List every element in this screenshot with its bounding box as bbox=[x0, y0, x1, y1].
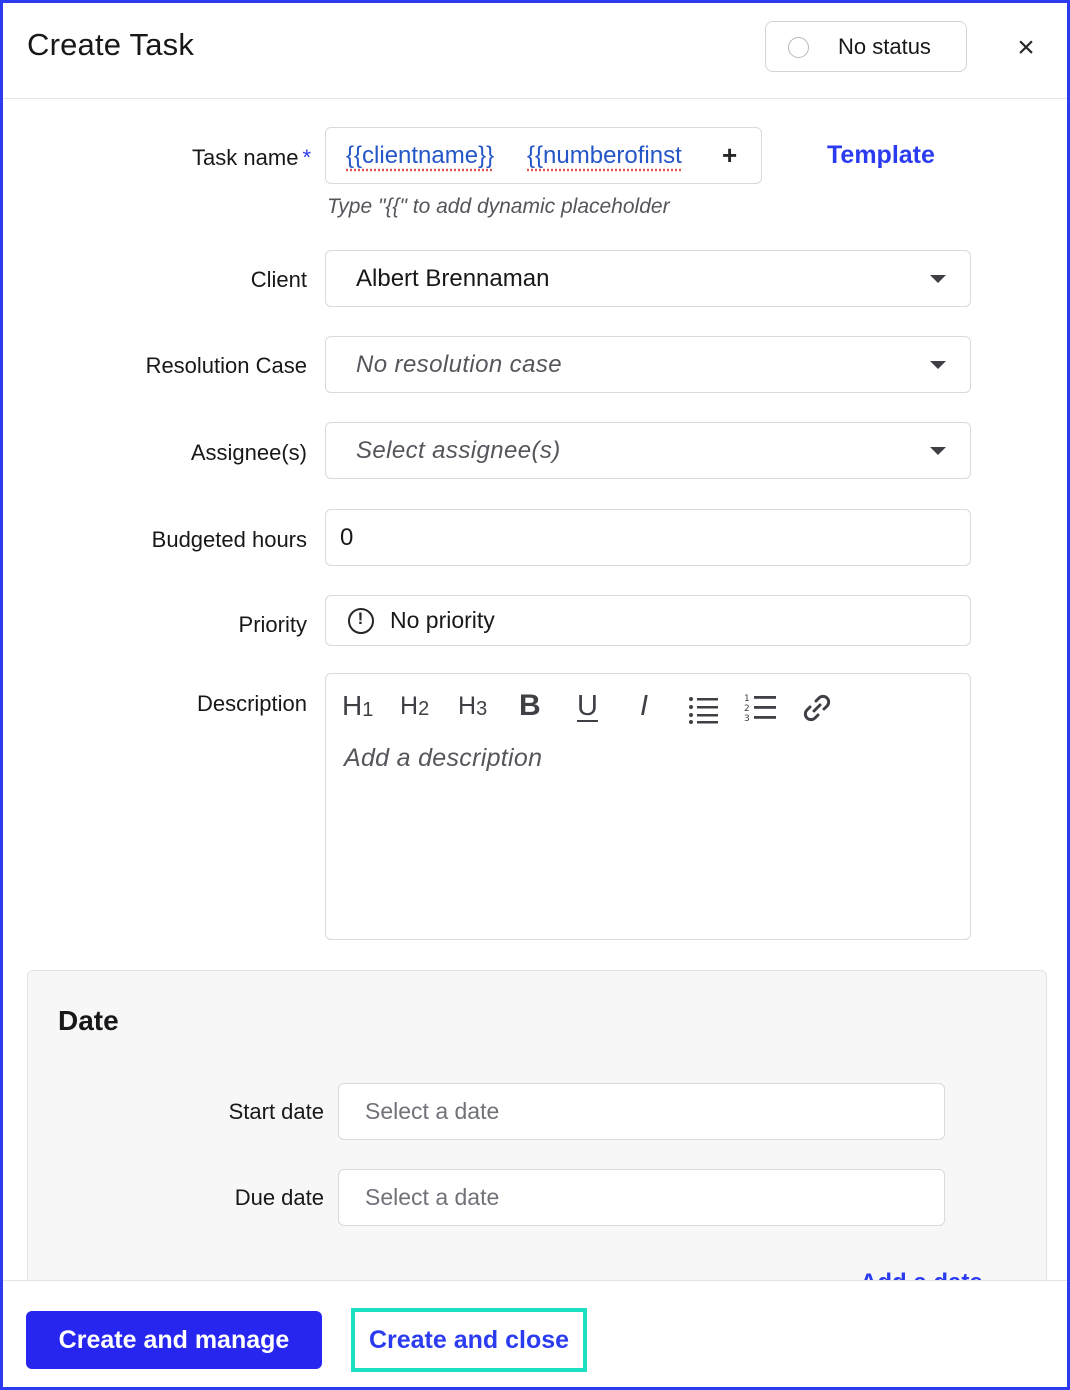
start-date-label: Start date bbox=[228, 1099, 324, 1124]
svg-text:3: 3 bbox=[744, 714, 750, 724]
underline-icon[interactable]: U bbox=[577, 690, 598, 722]
resolution-case-select[interactable] bbox=[325, 336, 971, 393]
heading-3-icon[interactable]: $H_3$ bbox=[458, 692, 488, 720]
due-date-placeholder: Select a date bbox=[365, 1184, 500, 1210]
client-select[interactable] bbox=[325, 250, 971, 307]
client-value: Albert Brennaman bbox=[356, 265, 550, 292]
chevron-down-icon bbox=[930, 447, 946, 455]
bullet-list-icon[interactable] bbox=[688, 692, 720, 728]
placeholder-token-clientname[interactable]: {{clientname}} bbox=[346, 142, 495, 169]
description-editor[interactable] bbox=[325, 673, 971, 940]
heading-2-icon[interactable]: $H_2$ bbox=[400, 692, 430, 720]
assignees-select[interactable] bbox=[325, 422, 971, 479]
add-placeholder-icon[interactable]: + bbox=[722, 140, 738, 170]
start-date-input[interactable] bbox=[338, 1083, 945, 1140]
template-link[interactable]: Template bbox=[827, 141, 935, 169]
due-date-input[interactable] bbox=[338, 1169, 945, 1226]
required-asterisk: * bbox=[302, 145, 311, 170]
assignees-label: Assignee(s) bbox=[190, 440, 307, 465]
svg-text:2: 2 bbox=[744, 704, 750, 714]
priority-alert-icon bbox=[348, 608, 374, 634]
date-section-title: Date bbox=[58, 1005, 119, 1036]
priority-label: Priority bbox=[238, 612, 307, 637]
svg-text:1: 1 bbox=[744, 694, 750, 704]
numbered-list-icon[interactable] bbox=[744, 690, 778, 726]
client-label: Client bbox=[250, 267, 307, 292]
description-label: Description bbox=[196, 691, 307, 716]
resolution-case-label: Resolution Case bbox=[145, 353, 307, 378]
priority-select[interactable] bbox=[325, 595, 971, 646]
task-name-label-text: Task name bbox=[192, 145, 299, 170]
chevron-down-icon bbox=[930, 275, 946, 283]
due-date-label: Due date bbox=[234, 1185, 324, 1210]
description-placeholder: Add a description bbox=[344, 744, 543, 772]
close-icon[interactable]: × bbox=[1017, 31, 1035, 64]
status-label: No status bbox=[838, 34, 931, 59]
task-name-hint: Type "{{" to add dynamic placeholder bbox=[327, 195, 670, 218]
dialog-title: Create Task bbox=[27, 27, 195, 62]
budgeted-hours-input[interactable] bbox=[325, 509, 971, 566]
assignees-placeholder: Select assignee(s) bbox=[356, 437, 561, 464]
date-section bbox=[27, 970, 1047, 1300]
start-date-placeholder: Select a date bbox=[365, 1098, 500, 1124]
budgeted-hours-label: Budgeted hours bbox=[151, 527, 307, 552]
task-name-label bbox=[192, 145, 311, 171]
create-and-close-button[interactable]: Create and close bbox=[351, 1308, 587, 1372]
status-radio-icon bbox=[788, 37, 809, 58]
dialog-header bbox=[3, 3, 1067, 99]
priority-value: No priority bbox=[390, 607, 495, 633]
resolution-case-placeholder: No resolution case bbox=[356, 351, 562, 378]
placeholder-token-numberofinst[interactable]: {{numberofinst bbox=[527, 142, 682, 169]
italic-icon[interactable]: I bbox=[640, 690, 649, 722]
bold-icon[interactable]: B bbox=[519, 689, 541, 722]
chevron-down-icon bbox=[930, 361, 946, 369]
create-and-manage-button[interactable]: Create and manage bbox=[26, 1311, 322, 1369]
budgeted-hours-value: 0 bbox=[340, 524, 354, 551]
link-icon[interactable] bbox=[802, 690, 832, 726]
heading-1-icon[interactable]: $H_1$ bbox=[342, 690, 374, 721]
task-name-input[interactable] bbox=[325, 127, 762, 184]
status-button[interactable] bbox=[765, 21, 967, 72]
dialog-footer bbox=[3, 1280, 1067, 1390]
